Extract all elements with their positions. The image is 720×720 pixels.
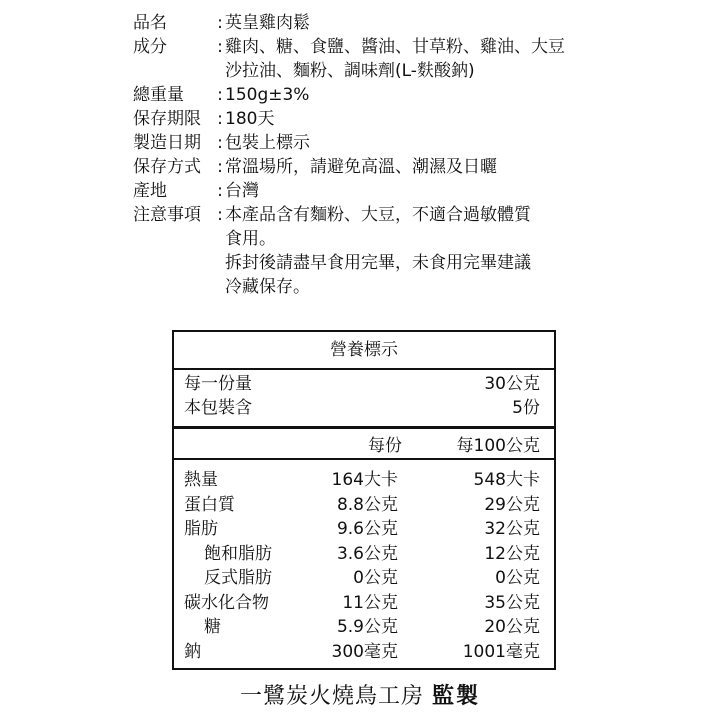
info-value: 包裝上標示 <box>225 133 310 153</box>
info-label: 產地 <box>133 181 167 201</box>
nutrient-row <box>184 640 540 665</box>
nutrient-rows <box>184 468 540 664</box>
info-row-ingredients: 成分 : 雞肉、糖、食鹽、醬油、甘草粉、雞油、大豆 <box>133 35 603 59</box>
info-row-name: 品名 : 英皇雞肉鬆 <box>133 11 603 35</box>
nutrient-row <box>184 566 540 591</box>
nutrient-name: 碳水化合物 <box>184 592 269 613</box>
info-label: 保存期限 <box>133 109 201 129</box>
nutrient-value-per-100g: 0公克 <box>495 568 540 588</box>
info-value-continued: 拆封後請盡早食用完畢，未食用完畢建議 <box>225 253 531 273</box>
info-label: 注意事項 <box>133 205 201 225</box>
info-value: 英皇雞肉鬆 <box>225 13 310 33</box>
serving-value: 5份 <box>512 398 540 418</box>
nutrient-value-per-serving: 5.9公克 <box>336 617 398 637</box>
info-value: 180天 <box>225 109 275 129</box>
nutrient-name: 熱量 <box>184 470 218 490</box>
nutrient-name: 飽和脂肪 <box>204 543 272 564</box>
nutrient-value-per-serving: 3.6公克 <box>336 543 398 564</box>
nutrient-row <box>184 615 540 640</box>
info-label: 品名 <box>133 13 167 33</box>
nutrient-value-per-serving: 0公克 <box>353 568 398 588</box>
nutrient-value-per-100g: 35公克 <box>484 592 540 613</box>
info-value: 台灣 <box>225 181 259 201</box>
nutrient-row <box>184 591 540 616</box>
info-value: 本產品含有麵粉、大豆，不適合過敏體質 <box>225 205 531 225</box>
info-value: 雞肉、糖、食鹽、醬油、甘草粉、雞油、大豆 <box>225 37 565 57</box>
column-headers <box>174 434 554 458</box>
supervision-mark: 監製 <box>432 684 481 709</box>
nutrient-name: 反式脂肪 <box>204 568 272 588</box>
nutrient-value-per-serving: 164大卡 <box>331 470 398 490</box>
nutrient-value-per-100g: 20公克 <box>484 617 540 637</box>
nutrient-value-per-100g: 12公克 <box>484 543 540 564</box>
nutrient-row <box>184 468 540 493</box>
product-info <box>133 11 603 299</box>
nutrient-value-per-serving: 8.8公克 <box>336 494 398 515</box>
nutrient-row <box>184 493 540 518</box>
nutrient-name: 鈉 <box>184 641 201 662</box>
column-header-per-100g: 每100公克 <box>456 436 540 456</box>
nutrient-value-per-100g: 1001毫克 <box>462 641 540 662</box>
divider <box>174 458 554 460</box>
info-row-storage: 保存方式 : 常溫場所，請避免高溫、潮濕及日曬 <box>133 155 603 179</box>
nutrient-value-per-100g: 29公克 <box>484 494 540 515</box>
servings-per-package-row <box>184 396 540 420</box>
nutrient-name: 蛋白質 <box>184 494 235 515</box>
serving-info <box>184 372 540 420</box>
nutrient-value-per-serving: 300毫克 <box>331 641 398 662</box>
supervision-footer <box>0 682 720 712</box>
info-value-continued: 冷藏保存。 <box>225 277 310 297</box>
info-label: 成分 <box>133 37 167 57</box>
nutrient-row <box>184 517 540 542</box>
info-label: 製造日期 <box>133 133 201 153</box>
nutrition-facts-table <box>172 330 556 670</box>
nutrient-value-per-100g: 548大卡 <box>473 470 540 490</box>
info-value-continued: 沙拉油、麵粉、調味劑(L-麩酸鈉) <box>225 61 475 81</box>
nutrient-value-per-serving: 9.6公克 <box>336 519 398 539</box>
info-row-origin: 產地 : 台灣 <box>133 179 603 203</box>
nutrition-title: 營養標示 <box>330 340 398 360</box>
info-row-shelf-life: 保存期限 : 180天 <box>133 107 603 131</box>
nutrient-name: 糖 <box>204 617 221 637</box>
info-row-weight: 總重量 : 150g±3% <box>133 83 603 107</box>
serving-label: 每一份量 <box>184 374 252 394</box>
nutrient-name: 脂肪 <box>184 519 218 539</box>
nutrient-value-per-100g: 32公克 <box>484 519 540 539</box>
serving-size-row <box>184 372 540 396</box>
info-label: 保存方式 <box>133 157 201 177</box>
serving-label: 本包裝含 <box>184 398 252 418</box>
info-value-continued: 食用。 <box>225 229 276 249</box>
divider <box>174 368 554 370</box>
info-label: 總重量 <box>133 85 184 105</box>
info-value: 常溫場所，請避免高溫、潮濕及日曬 <box>225 157 497 177</box>
nutrient-value-per-serving: 11公克 <box>342 592 398 613</box>
divider <box>174 426 554 429</box>
brand-logo-text: 一鷺炭火燒鳥工房 <box>239 684 424 709</box>
serving-value: 30公克 <box>484 374 540 394</box>
info-row-notes: 注意事項 : 本產品含有麵粉、大豆，不適合過敏體質 <box>133 203 603 227</box>
nutrient-row <box>184 542 540 567</box>
info-value: 150g±3% <box>225 85 310 105</box>
column-header-per-serving: 每份 <box>368 436 402 456</box>
info-row-manufacture-date: 製造日期 : 包裝上標示 <box>133 131 603 155</box>
